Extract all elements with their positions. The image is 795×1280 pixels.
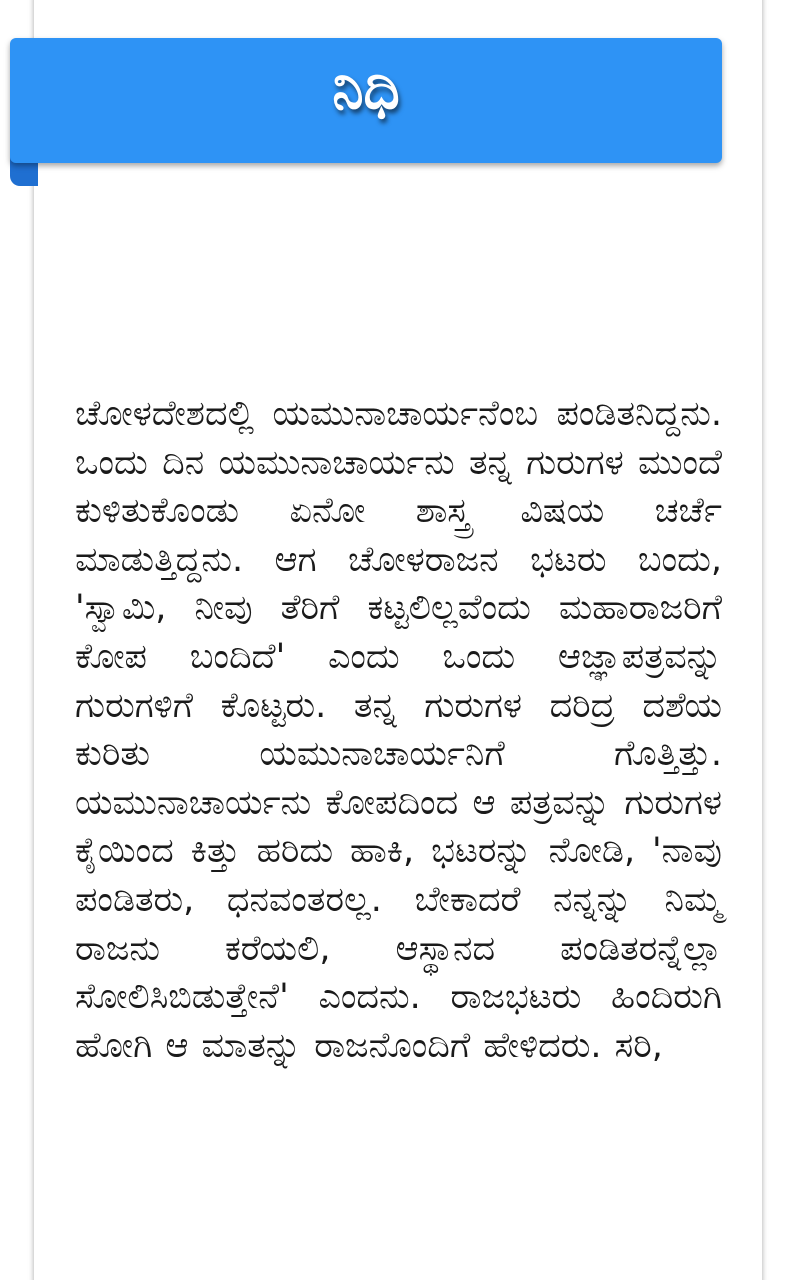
title-ribbon xyxy=(10,38,722,163)
story-text: ಚೋಳದೇಶದಲ್ಲಿ ಯಮುನಾಚಾರ್ಯನೆಂಬ ಪಂಡಿತನಿದ್ದನು. ಒಂದು ದಿನ ಯಮುನಾಚಾರ್ಯನು ತನ್ನ ಗುರುಗಳ ಮುಂದೆ ಕುಳಿತುಕೊಂಡು ಏನೋ ಶಾಸ್ತ್ರ ವಿಷಯ ಚರ್ಚೆ ಮಾಡುತ್ತಿದ್ದನು. ಆಗ ಚೋಳರಾಜನ ಭಟರು ಬಂದು, 'ಸ್ವಾಮಿ, ನೀವು ತೆರಿಗೆ ಕಟ್ಟಲಿಲ್ಲವೆಂದು ಮಹಾರಾಜರಿಗೆ ಕೋಪ ಬಂದಿದೆ' ಎಂದು ಒಂದು ಆಜ್ಞಾಪತ್ರವನ್ನು ಗುರುಗಳಿಗೆ ಕೊಟ್ಟರು. ತನ್ನ ಗುರುಗಳ ದರಿದ್ರ ದಶೆಯ ಕುರಿತು ಯಮುನಾಚಾರ್ಯನಿಗೆ ಗೊತ್ತಿತ್ತು. ಯಮುನಾಚಾರ್ಯನು ಕೋಪದಿಂದ ಆ ಪತ್ರವನ್ನು ಗುರುಗಳ ಕೈಯಿಂದ ಕಿತ್ತು ಹರಿದು ಹಾಕಿ, ಭಟರನ್ನು ನೋಡಿ, 'ನಾವು ಪಂಡಿತರು, ಧನವಂತರಲ್ಲ. ಬೇಕಾದರೆ ನನ್ನನ್ನು ನಿಮ್ಮ ರಾಜನು ಕರೆಯಲಿ, ಆಸ್ಥಾನದ ಪಂಡಿತರನ್ನೆಲ್ಲಾ ಸೋಲಿಸಿಬಿಡುತ್ತೇನೆ' ಎಂದನು. ರಾಜಭಟರು ಹಿಂದಿರುಗಿ ಹೋಗಿ ಆ ಮಾತನ್ನು ರಾಜನೊಂದಿಗೆ ಹೇಳಿದರು. ಸರಿ, xyxy=(75,394,722,1066)
page-title: ನಿಧಿ xyxy=(332,56,400,122)
